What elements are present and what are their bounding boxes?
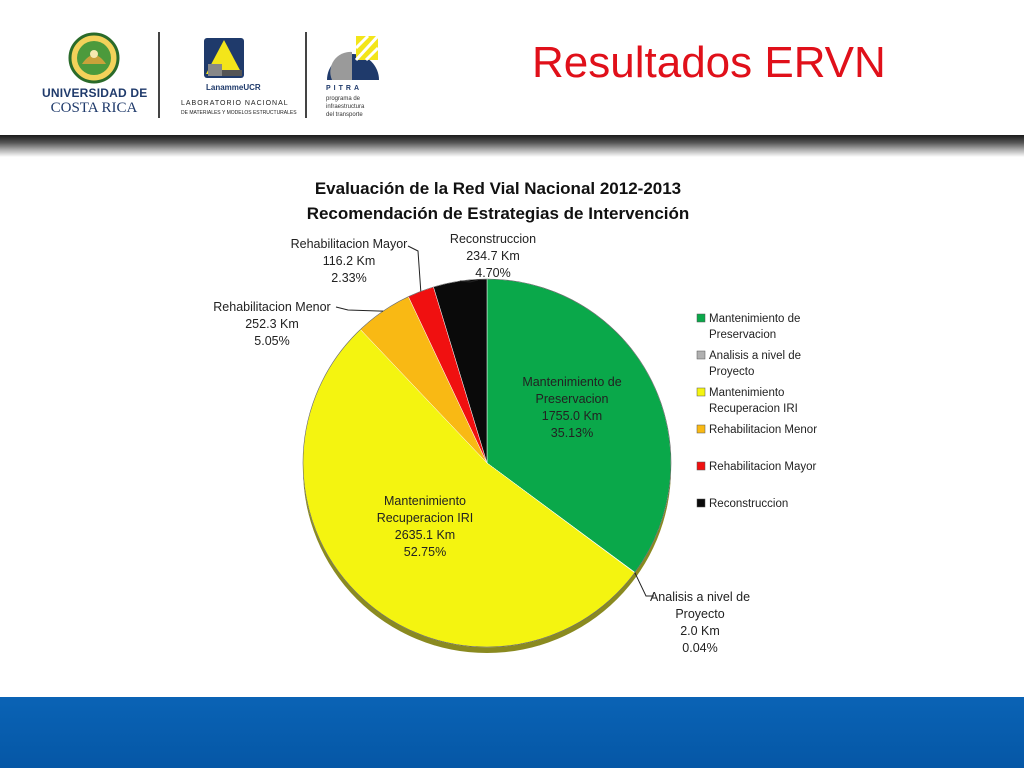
chart-title: Evaluación de la Red Vial Nacional 2012-2013 [314,179,682,198]
ucr-name-line1: UNIVERSIDAD DE [42,86,148,100]
legend-swatch-mantenimiento-de-preservacion [697,314,705,322]
leader-line-rehabilitacion-menor [336,307,383,311]
lanamme-name: LanammeUCR [206,83,261,92]
data-label-mantenimiento-recuperacion-iri: 2635.1 Km [394,528,456,542]
legend-label-mantenimiento-de-preservacion: Mantenimiento de [709,313,801,325]
lanamme-line2: DE MATERIALES Y MODELOS ESTRUCTURALES [181,110,297,116]
pie-slices [303,279,671,647]
pitra-line2: infraestructura [326,104,365,110]
pitra-line3: del transporte [326,112,363,118]
data-label-reconstruccion: 234.7 Km [466,249,520,263]
leader-line-rehabilitacion-mayor [408,246,421,291]
data-label-rehabilitacion-mayor: 116.2 Km [322,254,376,268]
data-label-rehabilitacion-menor: 252.3 Km [245,317,299,331]
legend-swatch-analisis-a-nivel-de-proyecto [697,351,705,359]
data-label-analisis-a-nivel-de-proyecto: Proyecto [675,607,725,621]
lanamme-line1: LABORATORIO NACIONAL [181,100,289,107]
chart-subtitle: Recomendación de Estrategias de Intervención [306,204,690,223]
data-label-mantenimiento-de-preservacion: Preservacion [535,392,609,406]
data-label-reconstruccion: 4.70% [475,266,511,280]
data-label-rehabilitacion-menor: 5.05% [254,334,290,348]
data-label-mantenimiento-recuperacion-iri: Recuperacion IRI [376,511,474,525]
legend-swatch-rehabilitacion-menor [697,425,705,433]
legend-label-mantenimiento-de-preservacion: Preservacion [709,329,777,341]
data-label-analisis-a-nivel-de-proyecto: 2.0 Km [680,624,720,638]
data-label-rehabilitacion-menor: Rehabilitacion Menor [213,300,331,314]
legend-swatch-reconstruccion [697,499,705,507]
legend-swatch-mantenimiento-recuperacion-iri [697,388,705,396]
data-label-mantenimiento-de-preservacion: Mantenimiento de [522,375,622,389]
data-label-reconstruccion: Reconstruccion [449,232,537,246]
pitra-name: PITRA [326,85,362,92]
legend-label-mantenimiento-recuperacion-iri: Recuperacion IRI [709,403,798,415]
pitra-line1: programa de [326,96,361,102]
data-label-mantenimiento-recuperacion-iri: 52.75% [403,545,447,559]
legend-label-rehabilitacion-mayor: Rehabilitacion Mayor [709,461,817,473]
legend-label-analisis-a-nivel-de-proyecto: Proyecto [709,366,755,378]
chart-legend [697,313,817,510]
legend-label-reconstruccion: Reconstruccion [709,498,789,510]
data-label-mantenimiento-de-preservacion: 1755.0 Km [541,409,603,423]
ucr-name-line2: COSTA RICA [50,100,138,116]
data-label-mantenimiento-recuperacion-iri: Mantenimiento [384,494,466,508]
legend-label-mantenimiento-recuperacion-iri: Mantenimiento [709,387,785,399]
legend-swatch-rehabilitacion-mayor [697,462,705,470]
slide-footer-bar [0,697,1024,768]
legend-label-rehabilitacion-menor: Rehabilitacion Menor [709,424,818,436]
data-label-mantenimiento-de-preservacion: 35.13% [550,426,594,440]
data-label-rehabilitacion-mayor: 2.33% [331,271,367,285]
legend-label-analisis-a-nivel-de-proyecto: Analisis a nivel de [709,350,802,362]
data-label-rehabilitacion-mayor: Rehabilitacion Mayor [290,237,408,251]
data-label-analisis-a-nivel-de-proyecto: 0.04% [682,641,718,655]
data-label-analisis-a-nivel-de-proyecto: Analisis a nivel de [649,590,751,604]
slide-title: Resultados ERVN [532,38,886,87]
